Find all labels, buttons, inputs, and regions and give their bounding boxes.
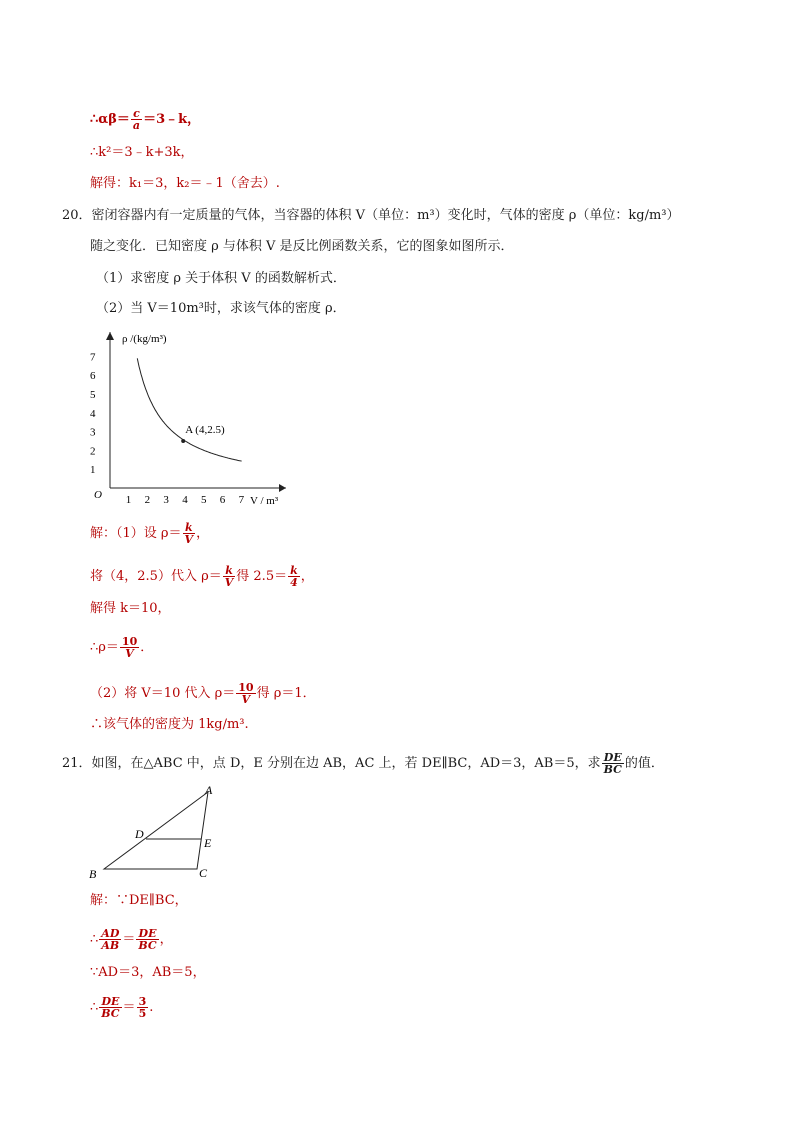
frac-den: BC bbox=[603, 763, 622, 776]
frac-num: AD bbox=[101, 927, 120, 940]
frac-num: 10 bbox=[238, 681, 254, 694]
q20-stem-line-1 bbox=[62, 207, 680, 225]
q20-number: 20． bbox=[62, 208, 92, 223]
frac-den: a bbox=[132, 119, 141, 132]
q20-sol2-text-a: 将（4，2.5）代入 ρ＝ bbox=[90, 569, 222, 584]
q21-triangle-figure bbox=[86, 780, 226, 884]
frac-den: AB bbox=[101, 939, 120, 952]
vertex-label-a: A bbox=[205, 783, 213, 797]
q21-stem-b: 的值． bbox=[624, 756, 664, 771]
q20-sol-5 bbox=[90, 682, 316, 705]
q20-sol5-text-a: （2）将 V＝10 代入 ρ＝ bbox=[90, 686, 236, 701]
q19-l3-text: 解得：k₁＝3，k₂＝﹣1（舍去）. bbox=[90, 176, 280, 191]
frac-num: 3 bbox=[138, 995, 147, 1008]
y-tick-label: 7 bbox=[90, 351, 96, 364]
q21-sol4-fraction-2 bbox=[137, 996, 149, 1019]
q20-sol1-fraction bbox=[183, 522, 196, 545]
point-label-e: E bbox=[204, 836, 212, 850]
q20-sol4-text-a: ∴ρ＝ bbox=[90, 640, 119, 655]
y-tick-label: 4 bbox=[90, 407, 96, 420]
x-tick-labels bbox=[126, 494, 245, 506]
q21-stem bbox=[62, 752, 664, 775]
q19-l1-text-a: ∴αβ＝ bbox=[90, 112, 130, 127]
q20-part-2: （2）当 V＝10m³时，求该气体的密度 ρ． bbox=[96, 301, 346, 316]
x-tick-label: 2 bbox=[144, 494, 151, 506]
y-tick-label: 6 bbox=[90, 370, 96, 383]
q20-sol2-fraction-2 bbox=[288, 565, 300, 588]
x-tick-label: 1 bbox=[125, 494, 132, 506]
x-axis-label: V / m³ bbox=[250, 495, 279, 507]
frac-num: k bbox=[223, 565, 236, 577]
point-a-marker bbox=[181, 439, 185, 443]
q19-line-2: ∴k²＝3﹣k+3k， bbox=[90, 145, 194, 160]
q20-density-graph bbox=[86, 322, 296, 512]
frac-den: BC bbox=[101, 1007, 120, 1020]
frac-num: k bbox=[183, 522, 196, 534]
y-tick-label: 3 bbox=[90, 426, 96, 439]
y-tick-label: 2 bbox=[90, 445, 96, 458]
x-tick-label: 7 bbox=[238, 494, 245, 506]
frac-den: V bbox=[241, 693, 251, 706]
q20-sol-1 bbox=[90, 522, 209, 545]
frac-den: V bbox=[125, 647, 134, 660]
q20-sol4-fraction bbox=[120, 636, 139, 659]
triangle-abc bbox=[104, 792, 208, 869]
y-tick-label: 1 bbox=[90, 464, 96, 477]
q21-number: 21． bbox=[62, 756, 92, 771]
q20-stem-1: 密闭容器内有一定质量的气体，当容器的体积 V（单位：m³）变化时，气体的密度 ρ（单位：kg/m³） bbox=[91, 208, 680, 223]
q21-sol2-fraction-2 bbox=[136, 928, 158, 951]
vertex-label-c: C bbox=[199, 866, 208, 880]
q21-sol-2 bbox=[90, 928, 173, 951]
y-tick-labels bbox=[90, 351, 96, 476]
q20-sol5-fraction bbox=[236, 682, 255, 705]
q19-fraction-c-over-a bbox=[131, 108, 142, 131]
frac-den: V bbox=[224, 576, 234, 589]
point-a-label: A (4,2.5) bbox=[185, 424, 225, 436]
q20-sol1-text-b: ， bbox=[196, 526, 210, 541]
frac-den: 4 bbox=[290, 576, 298, 589]
frac-num: c bbox=[131, 108, 142, 120]
q21-sol2-text-b: ， bbox=[159, 932, 173, 947]
vertex-label-b: B bbox=[89, 867, 97, 881]
q19-line-1 bbox=[90, 108, 200, 131]
q20-part-1: （1）求密度 ρ 关于体积 V 的函数解析式． bbox=[96, 271, 346, 286]
q19-l1-text-b: ＝3﹣k， bbox=[143, 112, 201, 127]
q21-stem-a: 如图，在△ABC 中，点 D，E 分别在边 AB，AC 上，若 DE∥BC，AD＝3，AB＝5，求 bbox=[91, 756, 601, 771]
q20-sol5-text-b: 得 ρ＝1． bbox=[256, 686, 316, 701]
frac-num: k bbox=[288, 565, 300, 577]
frac-den: 5 bbox=[138, 1007, 147, 1020]
x-tick-label: 5 bbox=[201, 494, 207, 506]
q20-sol2-text-b: 得 2.5＝ bbox=[236, 569, 288, 584]
inverse-proportion-curve bbox=[137, 358, 241, 461]
q21-sol4-text-a: ∴ bbox=[90, 1000, 99, 1015]
q20-sol2-text-c: ， bbox=[300, 569, 314, 584]
y-tick-label: 5 bbox=[90, 389, 96, 401]
q21-sol2-eq: ＝ bbox=[122, 932, 136, 947]
q20-sol-4 bbox=[90, 636, 153, 659]
frac-num: DE bbox=[602, 752, 624, 764]
q20-sol-6: ∴该气体的密度为 1kg/m³. bbox=[90, 717, 249, 732]
q21-sol4-text-b: . bbox=[149, 1000, 154, 1015]
q21-sol4-eq: ＝ bbox=[122, 1000, 136, 1015]
q20-sol-2 bbox=[90, 565, 314, 588]
q21-sol4-fraction-1 bbox=[99, 996, 121, 1019]
q20-sol1-text-a: 解：（1）设 ρ＝ bbox=[90, 526, 182, 541]
q20-sol2-fraction-1 bbox=[223, 565, 236, 588]
point-label-d: D bbox=[135, 827, 144, 841]
frac-den: BC bbox=[138, 939, 157, 952]
frac-num: DE bbox=[99, 996, 121, 1008]
q21-sol-3: ∵AD＝3，AB＝5， bbox=[90, 965, 206, 980]
q20-sol-3: 解得 k＝10， bbox=[90, 601, 171, 616]
q21-sol2-text-a: ∴ bbox=[90, 932, 99, 947]
x-tick-label: 6 bbox=[219, 494, 226, 506]
q21-sol2-fraction-1 bbox=[99, 928, 121, 951]
frac-num: 10 bbox=[121, 635, 138, 648]
x-tick-label: 4 bbox=[182, 494, 188, 506]
y-axis-label: ρ /(kg/m³) bbox=[122, 333, 167, 345]
q21-sol-1: 解：∵DE∥BC， bbox=[90, 893, 188, 908]
origin-label: O bbox=[94, 489, 102, 501]
q21-sol-4 bbox=[90, 996, 153, 1019]
q19-line-3 bbox=[90, 175, 280, 193]
q20-sol4-text-b: ． bbox=[140, 640, 154, 655]
q20-stem-line-2: 随之变化．已知密度 ρ 与体积 V 是反比例函数关系，它的图象如图所示． bbox=[90, 239, 514, 254]
x-tick-label: 3 bbox=[163, 494, 169, 506]
frac-num: DE bbox=[136, 928, 158, 940]
frac-den: V bbox=[184, 533, 194, 546]
q21-stem-fraction bbox=[602, 752, 624, 775]
